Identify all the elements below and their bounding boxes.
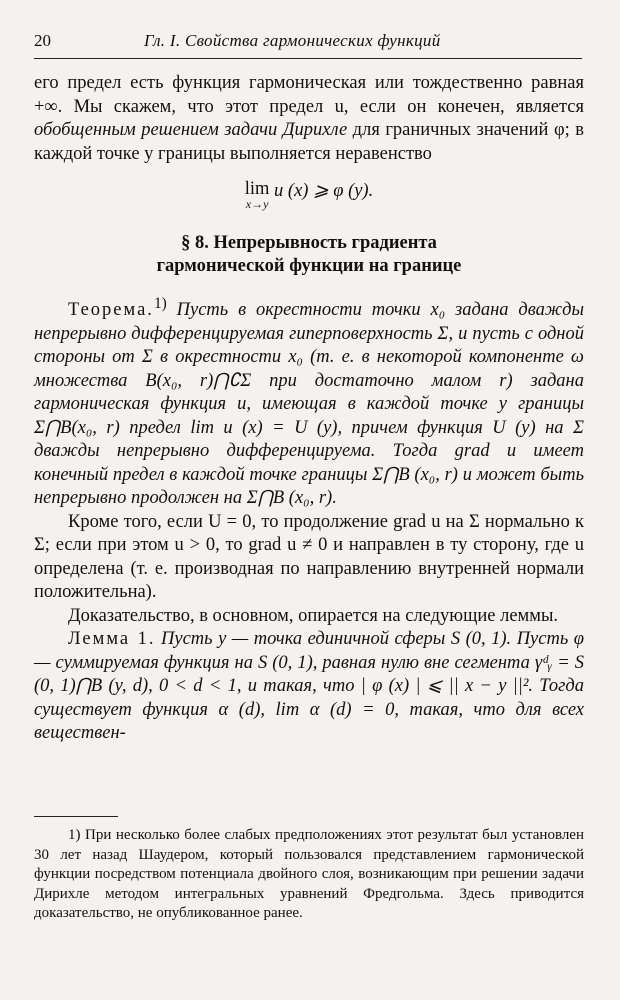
header-rule bbox=[34, 58, 582, 59]
lemma-paragraph bbox=[34, 628, 584, 746]
page-number: 20 bbox=[34, 31, 51, 50]
footnote bbox=[34, 826, 584, 924]
main-text bbox=[34, 72, 584, 746]
lemma-label: Лемма 1. bbox=[68, 629, 156, 650]
inequality-rest: u (x) ⩾ φ (y). bbox=[274, 181, 374, 201]
theorem-label: Теорема. bbox=[68, 300, 154, 321]
running-title: Гл. I. Свойства гармонических функций bbox=[144, 31, 441, 50]
intro-paragraph bbox=[34, 72, 584, 166]
proof-intro: Доказательство, в основном, опирается на следующие леммы. bbox=[68, 605, 559, 626]
definition-term: обобщенным решением задачи Дирихле bbox=[34, 120, 348, 140]
limit-inequality bbox=[34, 180, 584, 210]
lim-subscript: x→y bbox=[245, 197, 269, 211]
footnote-text: При несколько более слабых предположениях этот результат был установлен 30 лет назад Шаудером, который пользовался представлением гармонической функции посредством потенциала двойного слоя, возникающим при решении задачи Дирихле методом интегральных уравнений Фредгольма. Здесь приводится доказательство, не опубликованное ранее. bbox=[34, 827, 584, 921]
footnote-paragraph bbox=[34, 826, 584, 924]
section-title bbox=[34, 232, 584, 278]
lemma-statement: Пусть y — точка единичной сферы S (0, 1). Пусть φ — суммируемая функция на S (0, 1), равная нулю вне сегмента γᵈᵧ = S (0, 1)⋂B (y, d), 0 < d < 1, и такая, что | φ (x) | ⩽ || x − y ||². Тогда существует функция α (d), lim α (d) = 0, такая, что для всех веществен- bbox=[34, 629, 584, 744]
theorem-statement: Пусть в окрестности точки x₀ задана дважды непрерывно дифференцируемая гиперповерхность Σ, и пусть с одной стороны от Σ в окрестности x₀ (т. е. в некоторой компоненте ω множества B(x₀, r)⋂∁Σ при достаточно малом r) задана гармоническая функция u, имеющая в каждой точке y границы Σ⋂B(x₀, r) предел lim u (x) = U (y), причем функция U (y) на Σ дважды непрерывно дифференцируема. Тогда grad u имеет конечный предел в каждой точке границы Σ⋂B (x₀, r) и может быть непрерывно продолжен на Σ⋂B (x₀, r). bbox=[34, 300, 584, 509]
lim-word: lim bbox=[244, 179, 270, 199]
section-title-line-2: гармонической функции на границе bbox=[156, 256, 462, 276]
lim-operator bbox=[245, 180, 270, 210]
intro-text-before: его предел есть функция гармоническая или тождественно равная +∞. Мы скажем, что этот предел u, если он конечен, является bbox=[34, 73, 584, 117]
section-title-line-1: § 8. Непрерывность градиента bbox=[181, 233, 437, 253]
theorem-paragraph bbox=[34, 292, 584, 511]
theorem-footnote-mark: 1) bbox=[153, 295, 167, 312]
intro-text-after: для граничных значений φ; в каждой точке y границы выполняется неравенство bbox=[34, 120, 584, 164]
footnote-rule bbox=[34, 816, 118, 817]
theorem-continuation: Кроме того, если U = 0, то продолжение grad u на Σ нормально к Σ; если при этом u > 0, то grad u ≠ 0 и направлен в ту сторону, где u определена (т. е. производная по направлению внутренней нормали положительна). bbox=[34, 511, 584, 603]
footnote-mark: 1) bbox=[68, 827, 81, 843]
